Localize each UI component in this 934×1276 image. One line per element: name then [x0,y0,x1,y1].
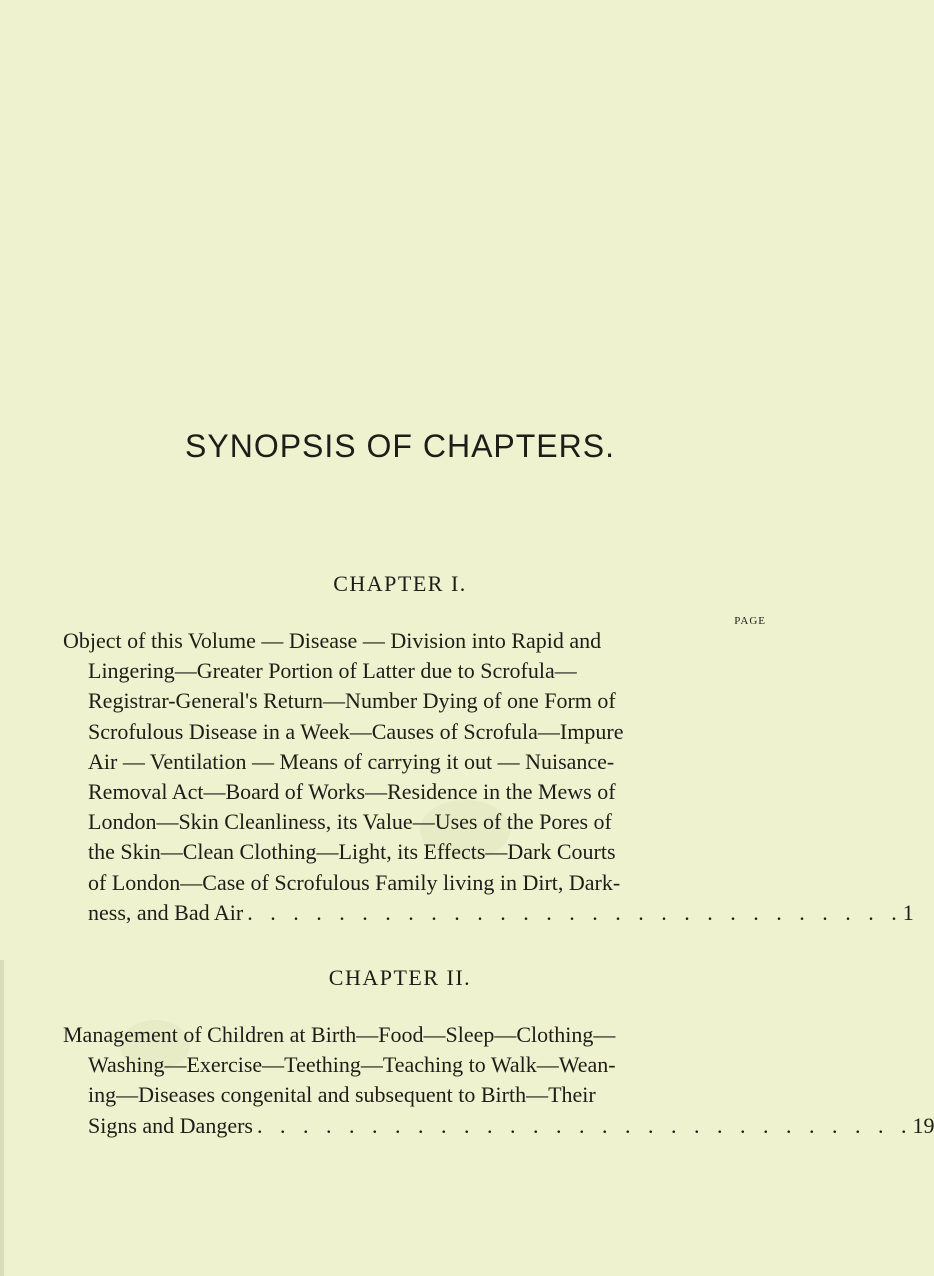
chapter-2-synopsis [63,1020,934,1141]
synopsis-line: of London—Case of Scrofulous Family living in Dirt, Dark- [88,869,621,895]
synopsis-line: Removal Act—Board of Works—Residence in the Mews of [88,778,616,804]
page-number: 19 [912,1112,934,1138]
dot-leaders: . . . . . . . . . . . . . . . . . . . . . . . . . . . . . [256,1112,913,1138]
synopsis-line: the Skin—Clean Clothing—Light, its Effects—Dark Courts [88,839,616,865]
page-number: 1 [902,899,914,925]
page-column-label: PAGE [734,615,766,627]
synopsis-line: ing—Diseases congenital and subsequent to Birth—Their [88,1082,596,1108]
synopsis-line-text: ness, and Bad Air [88,899,244,925]
synopsis-line: Registrar-General's Return—Number Dying of one Form of [88,688,616,714]
synopsis-line: Washing—Exercise—Teething—Teaching to Walk—Wean- [88,1052,616,1078]
chapter-heading-2: CHAPTER II. [328,965,472,990]
synopsis-line-text: Signs and Dangers [88,1112,253,1138]
synopsis-line: Lingering—Greater Portion of Latter due to Scrofula— [88,658,577,684]
dot-leaders: . . . . . . . . . . . . . . . . . . . . . . . . . . . . . [247,899,903,925]
synopsis-line: London—Skin Cleanliness, its Value—Uses of the Pores of [88,809,612,835]
page-edge-shadow [0,960,4,1276]
chapter-1-synopsis [63,626,914,928]
synopsis-line: Object of this Volume — Disease — Division into Rapid and [63,628,602,653]
page-title: SYNOPSIS OF CHAPTERS. [185,428,615,464]
synopsis-line: Management of Children at Birth—Food—Sleep—Clothing— [63,1022,616,1047]
chapter-heading-1: CHAPTER I. [333,571,467,596]
synopsis-line: Scrofulous Disease in a Week—Causes of Scrofula—Impure [88,718,624,744]
synopsis-last-line [63,898,914,928]
synopsis-last-line [63,1111,934,1141]
synopsis-line: Air — Ventilation — Means of carrying it out — Nuisance- [88,748,615,774]
